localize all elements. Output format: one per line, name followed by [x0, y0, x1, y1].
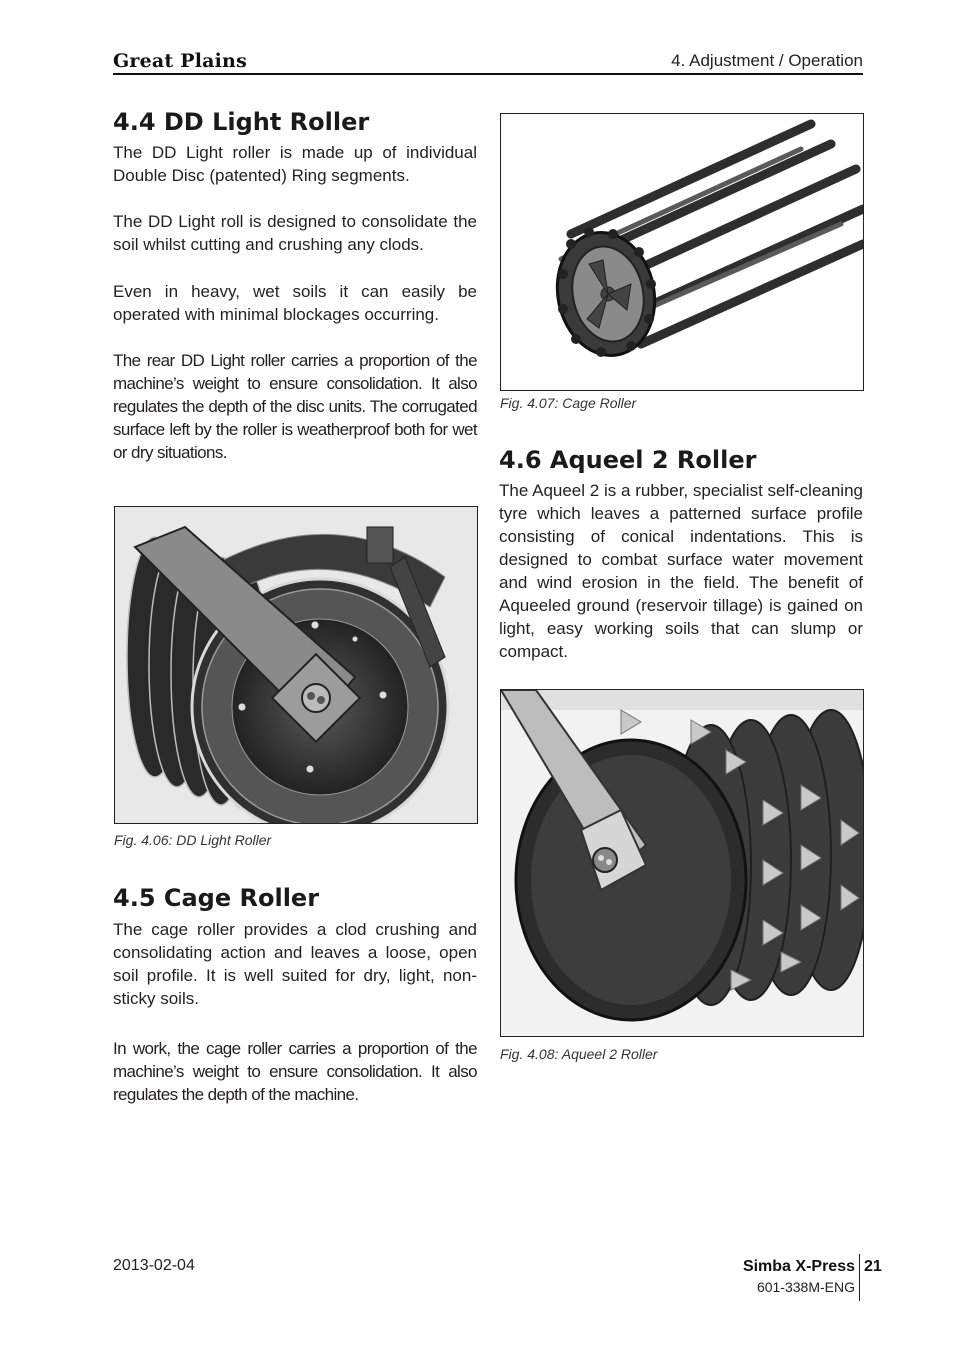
- heading-4-4: 4.4 DD Light Roller: [113, 108, 370, 136]
- s45-paragraph-2: In work, the cage roller carries a proportion of the machine’s weight to ensure consolidation. It also regulates the depth of the machine.: [113, 1039, 477, 1104]
- page-number: 21: [864, 1258, 882, 1275]
- section-label: 4. Adjustment / Operation: [671, 51, 863, 70]
- s45-paragraph-1: The cage roller provides a clod crushing and consolidating action and leaves a loose, open soil profile. It is well suited for dry, light, non-sticky soils.: [113, 920, 477, 1008]
- brand-logo: Great Plains: [113, 50, 247, 72]
- figure-aqueel-2-roller: [500, 689, 864, 1037]
- aqueel-2-roller-illustration: [501, 690, 863, 1036]
- figure-caption-4-08: Fig. 4.08: Aqueel 2 Roller: [500, 1046, 658, 1062]
- heading-4-6: 4.6 Aqueel 2 Roller: [499, 446, 757, 474]
- footer-divider: [859, 1254, 860, 1301]
- dd-light-roller-illustration: [115, 507, 477, 823]
- figure-cage-roller: [500, 113, 864, 391]
- figure-caption-4-07: Fig. 4.07: Cage Roller: [500, 395, 637, 411]
- heading-4-5: 4.5 Cage Roller: [113, 884, 320, 912]
- s46-paragraph-1: The Aqueel 2 is a rubber, specialist self-cleaning tyre which leaves a patterned surface profile consisting of conical indentations. This is designed to combat surface water movement and wind erosion in the field. The benefit of Aqueeled ground (reservoir tillage) is gained on light, easy working soils that can slump or compact.: [499, 481, 863, 661]
- cage-roller-illustration: [501, 114, 863, 390]
- s44-paragraph-4: The rear DD Light roller carries a proportion of the machine’s weight to ensure consolidation. It also regulates the depth of the disc units. The corrugated surface left by the roller is weatherproof both for wet or dry situations.: [113, 351, 477, 462]
- s44-paragraph-2: The DD Light roll is designed to consolidate the soil whilst cutting and crushing any clods.: [113, 212, 477, 254]
- s44-paragraph-1: The DD Light roller is made up of individual Double Disc (patented) Ring segments.: [113, 143, 477, 185]
- s44-paragraph-3: Even in heavy, wet soils it can easily be operated with minimal blockages occurring.: [113, 282, 477, 324]
- footer-document-code: 601-338M-ENG: [756, 1279, 855, 1295]
- figure-dd-light-roller: [114, 506, 478, 824]
- figure-caption-4-06: Fig. 4.06: DD Light Roller: [114, 832, 272, 848]
- footer-date: 2013-02-04: [113, 1257, 195, 1274]
- footer-product-title: Simba X-Press: [742, 1258, 855, 1275]
- header-rule: [113, 73, 863, 75]
